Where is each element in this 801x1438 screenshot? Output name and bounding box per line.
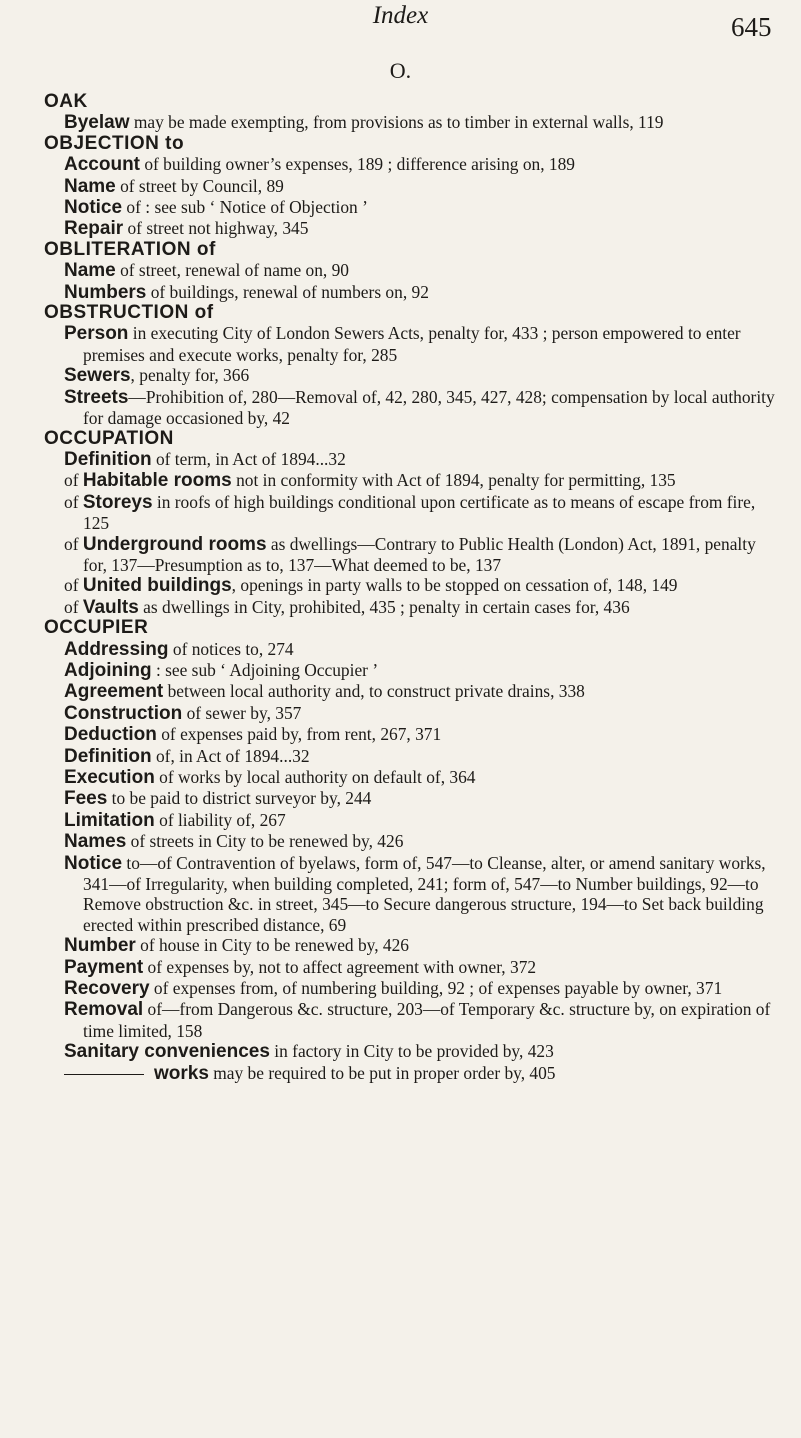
- index-body: [44, 92, 780, 1084]
- index-entry: [44, 154, 780, 175]
- index-entry: [44, 218, 780, 239]
- index-group: [44, 303, 780, 428]
- entry-keyword: Person: [64, 323, 129, 345]
- page-number: 645: [731, 12, 772, 42]
- index-entry: [44, 1063, 780, 1084]
- entry-keyword: Habitable rooms: [82, 470, 232, 492]
- entry-text: —Prohibition of, 280—Removal of, 42, 280, 345, 427, 428; compensation by local authority for damage occasioned by, 42: [83, 386, 775, 429]
- entry-keyword: United buildings: [82, 575, 232, 597]
- entry-prefix: of: [64, 575, 83, 596]
- entry-keyword: Addressing: [64, 638, 169, 660]
- index-group: [44, 92, 780, 134]
- entry-keyword: Notice: [64, 852, 123, 874]
- index-entry: [44, 1041, 780, 1062]
- entry-text: of sewer by, 357: [182, 702, 302, 723]
- entry-text: in roofs of high buildings conditional upon certificate as to means of escape from fire, 125: [83, 491, 756, 534]
- entry-keyword: Underground rooms: [82, 533, 267, 555]
- index-entry: [44, 935, 780, 956]
- index-entry: [44, 639, 780, 660]
- entry-text: , openings in party walls to be stopped on cessation of, 148, 149: [231, 575, 678, 596]
- entry-text: of expenses by, not to affect agreement with owner, 372: [143, 956, 537, 977]
- entry-text: of works by local authority on default of, 364: [154, 767, 476, 787]
- index-entry: [44, 387, 780, 429]
- index-heading: OBLITERATION of: [44, 238, 216, 260]
- entry-text: of building owner’s expenses, 189 ; difference arising on, 189: [140, 154, 575, 175]
- entry-text: of streets in City to be renewed by, 426: [126, 831, 404, 852]
- index-entry: [44, 681, 780, 702]
- entry-keyword: Streets: [64, 386, 129, 408]
- entry-keyword: Notice: [64, 197, 123, 219]
- index-entry: [44, 703, 780, 724]
- entry-text: of house in City to be renewed by, 426: [135, 935, 410, 956]
- entry-keyword: Sewers: [64, 365, 131, 387]
- entry-keyword: Limitation: [64, 809, 155, 831]
- entry-text: of term, in Act of 1894...32: [151, 448, 346, 469]
- index-entry: [44, 957, 780, 978]
- entry-text: , penalty for, 366: [130, 365, 250, 386]
- index-entry: [44, 197, 780, 218]
- entry-text: as dwellings in City, prohibited, 435 ; penalty in certain cases for, 436: [138, 596, 630, 617]
- entry-keyword: Account: [64, 154, 140, 176]
- index-group: [44, 240, 780, 303]
- entry-keyword: Byelaw: [64, 112, 130, 134]
- entry-keyword: Agreement: [64, 681, 164, 703]
- entry-text: may be made exempting, from provisions as to timber in external walls, 119: [129, 112, 664, 133]
- entry-text: to—of Contravention of byelaws, form of, 547—to Cleanse, alter, or amend sanitary works, 341—of Irregularity, when building completed, 241; form of, 547—to Number buildings, 92—to Remove obstruction &c. in street, 345—to Secure dangerous structure, 194—to Set back building erected within prescribed distance, 69: [83, 852, 766, 935]
- index-entry: [44, 853, 780, 936]
- entry-keyword: Storeys: [82, 491, 153, 513]
- index-entry: [44, 323, 780, 365]
- entry-prefix: of: [64, 470, 83, 491]
- entry-keyword: Payment: [64, 956, 144, 978]
- index-entry: [44, 724, 780, 745]
- entry-keyword: Repair: [64, 218, 124, 240]
- index-entry: [44, 176, 780, 197]
- entry-text: may be required to be put in proper order by, 405: [208, 1062, 556, 1083]
- index-group: [44, 134, 780, 240]
- entry-keyword: Definition: [64, 448, 152, 470]
- index-heading: OCCUPATION: [44, 427, 174, 449]
- entry-keyword: Name: [64, 175, 116, 197]
- section-letter: O.: [389, 58, 412, 83]
- entry-text: in executing City of London Sewers Acts, penalty for, 433 ; person empowered to enter premises and execute works, penalty for, 285: [83, 323, 741, 365]
- entry-text: of street, renewal of name on, 90: [115, 260, 349, 281]
- index-group: [44, 618, 780, 1084]
- entry-keyword: Names: [64, 831, 127, 853]
- entry-prefix: of: [64, 596, 83, 617]
- index-heading: OAK: [44, 91, 88, 112]
- entry-text: of notices to, 274: [168, 638, 294, 659]
- entry-text: of buildings, renewal of numbers on, 92: [146, 281, 429, 302]
- index-entry: [44, 492, 780, 534]
- entry-prefix: of: [64, 533, 83, 554]
- entry-text: of expenses from, of numbering building, 92 ; of expenses payable by owner, 371: [149, 978, 723, 999]
- index-entry: [44, 449, 780, 470]
- entry-keyword: Fees: [64, 788, 108, 810]
- index-entry: [44, 831, 780, 852]
- entry-text: of street not highway, 345: [123, 218, 309, 239]
- index-entry: [44, 534, 780, 576]
- entry-keyword: Construction: [64, 702, 183, 724]
- running-header: Index: [372, 2, 429, 29]
- entry-keyword: works: [154, 1062, 209, 1084]
- index-entry: [44, 470, 780, 491]
- entry-text: as dwellings—Contrary to Public Health (London) Act, 1891, penalty for, 137—Presumption as to, 137—What deemed to be, 137: [83, 533, 756, 575]
- entry-keyword: Recovery: [64, 978, 150, 1000]
- entry-text: of street by Council, 89: [115, 175, 284, 196]
- entry-text: of : see sub ‘ Notice of Objection ’: [122, 197, 368, 218]
- ditto-dash: [64, 1074, 144, 1075]
- index-heading: OBSTRUCTION of: [44, 302, 214, 324]
- index-entry: [44, 999, 780, 1041]
- index-entry: [44, 788, 780, 809]
- index-entry: [44, 767, 780, 788]
- index-heading: OCCUPIER: [44, 617, 149, 639]
- entry-keyword: Name: [64, 260, 116, 282]
- entry-text: of, in Act of 1894...32: [151, 745, 310, 766]
- entry-prefix: of: [64, 491, 83, 512]
- entry-text: of liability of, 267: [154, 809, 286, 830]
- entry-keyword: Sanitary conveniences: [64, 1041, 270, 1063]
- entry-text: : see sub ‘ Adjoining Occupier ’: [151, 659, 379, 680]
- index-entry: [44, 365, 780, 386]
- entry-text: of expenses paid by, from rent, 267, 371: [156, 724, 442, 745]
- index-entry: [44, 597, 780, 618]
- index-entry: [44, 978, 780, 999]
- entry-text: in factory in City to be provided by, 423: [269, 1041, 554, 1062]
- index-group: [44, 429, 780, 619]
- index-entry: [44, 660, 780, 681]
- index-entry: [44, 746, 780, 767]
- entry-text: not in conformity with Act of 1894, penalty for permitting, 135: [231, 470, 676, 491]
- entry-keyword: Removal: [64, 999, 144, 1021]
- entry-text: of—from Dangerous &c. structure, 203—of Temporary &c. structure by, on expiration of time limited, 158: [83, 999, 771, 1041]
- entry-keyword: Vaults: [82, 596, 139, 618]
- index-entry: [44, 112, 780, 133]
- entry-text: to be paid to district surveyor by, 244: [107, 788, 372, 809]
- index-entry: [44, 575, 780, 596]
- index-heading: OBJECTION to: [44, 132, 185, 154]
- entry-keyword: Execution: [64, 767, 155, 788]
- entry-keyword: Deduction: [64, 724, 157, 746]
- entry-text: between local authority and, to construct private drains, 338: [163, 681, 585, 702]
- index-entry: [44, 282, 780, 303]
- entry-keyword: Adjoining: [64, 659, 152, 681]
- index-entry: [44, 260, 780, 281]
- entry-keyword: Numbers: [64, 281, 147, 303]
- index-entry: [44, 810, 780, 831]
- entry-keyword: Definition: [64, 745, 152, 767]
- entry-keyword: Number: [64, 935, 136, 957]
